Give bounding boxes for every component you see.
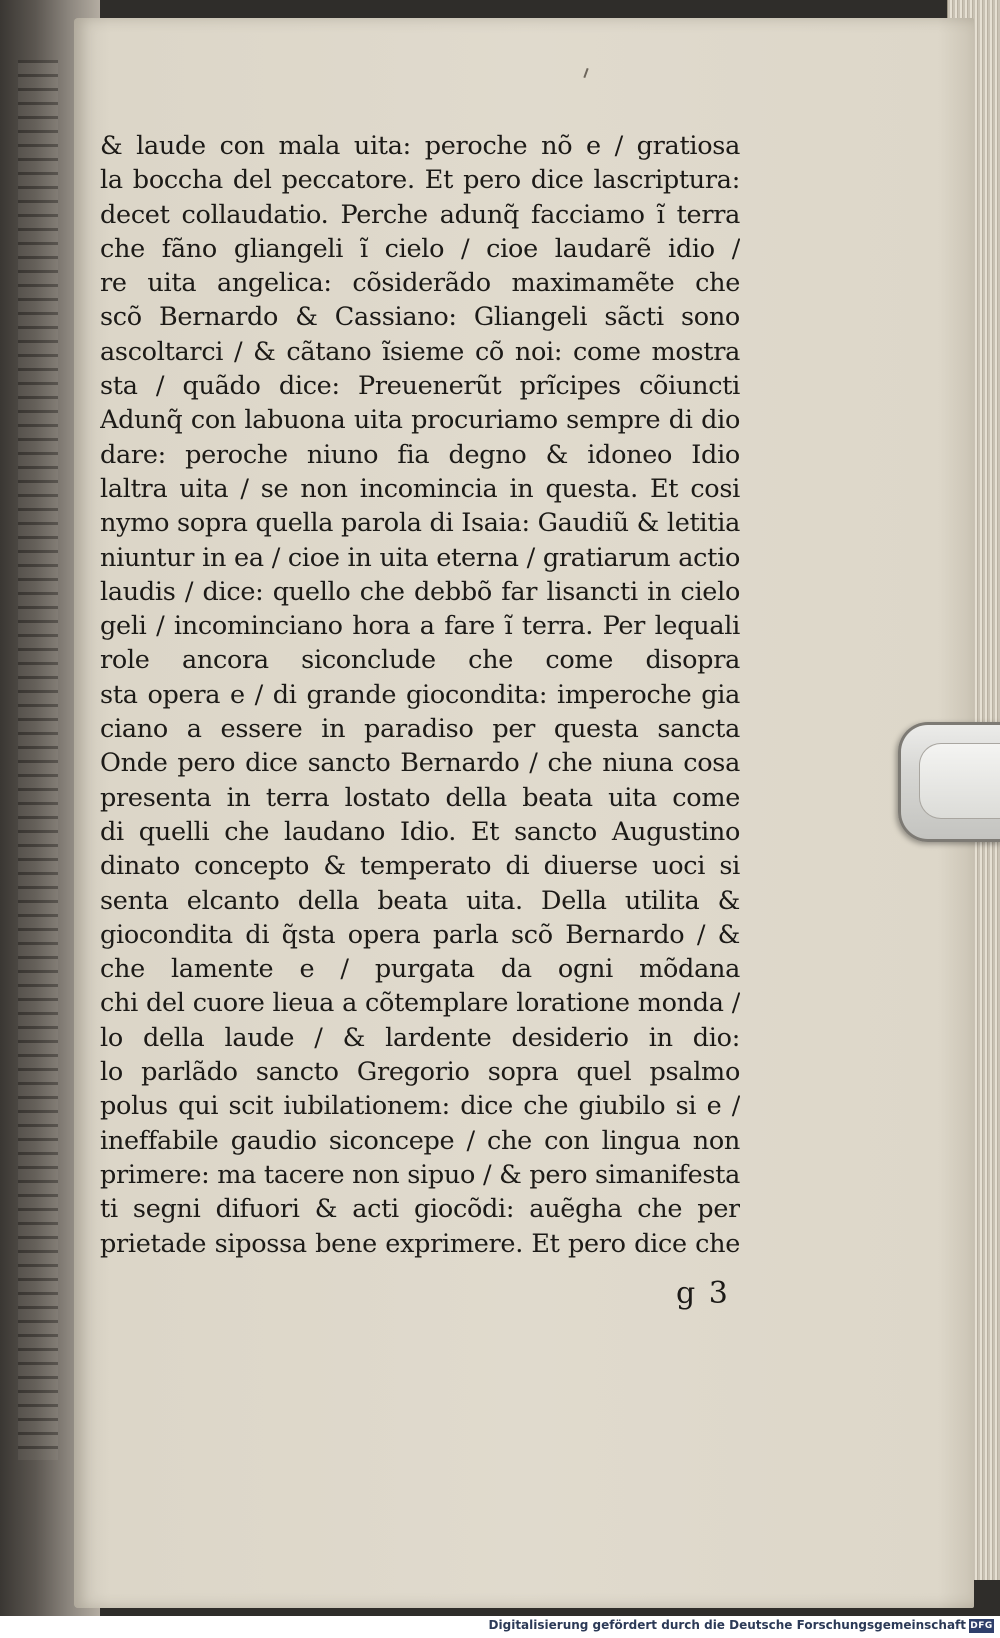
text-line: ascoltarci / & cãtano ĩsieme cõ noi: come mostra: [100, 336, 740, 367]
text-line: sta opera e / di grande giocondita: imperoche gia: [100, 679, 740, 710]
text-line: di quelli che laudano Idio. Et sancto Augustino: [100, 816, 740, 847]
text-line: dinato concepto & temperato di diuerse uoci si: [100, 851, 740, 882]
text-line: ti segni difuori & acti giocõdi: auẽgha che per: [100, 1194, 740, 1225]
text-line: nymo sopra quella parola di Isaia: Gaudiũ & letitia: [100, 508, 740, 539]
text-line: che lamente e / purgata da ogni mõdana: [100, 954, 740, 985]
text-line: la boccha del peccatore. Et pero dice lascriptura:: [100, 165, 740, 196]
text-line: & laude con mala uita: peroche nõ e / gratiosa: [100, 131, 740, 161]
adjacent-page-edge: [18, 60, 58, 1460]
text-line: laudis / dice: quello che debbõ far lisancti in cielo: [100, 576, 740, 607]
text-line: sta / quãdo dice: Preuenerũt prĩcipes cõiuncti: [100, 371, 740, 402]
text-line: laltra uita / se non incomincia in questa. Et cosi: [100, 473, 740, 504]
text-line: lo parlãdo sancto Gregorio sopra quel psalmo: [100, 1057, 740, 1088]
text-line: chi del cuore lieua a cõtemplare loratione monda /: [100, 988, 740, 1019]
text-line: Onde pero dice sancto Bernardo / che niuna cosa: [100, 748, 740, 779]
pencil-mark: [583, 68, 588, 78]
text-line: Adunq̃ con labuona uita procuriamo sempre di dio: [100, 405, 740, 436]
text-line: ciano a essere in paradiso per questa sancta: [100, 714, 740, 745]
page-clip: [898, 722, 1000, 842]
text-line: dare: peroche niuno fia degno & idoneo Idio: [100, 439, 740, 470]
text-line: giocondita di q̃sta opera parla scõ Bernardo / &: [100, 919, 740, 950]
text-line: senta elcanto della beata uita. Della utilita &: [100, 885, 740, 916]
text-line: re uita angelica: cõsiderãdo maximamẽte che: [100, 268, 740, 299]
footer-bar: [0, 1616, 1000, 1638]
page-text: [100, 129, 740, 1261]
text-line: polus qui scit iubilationem: dice che giubilo si e /: [100, 1091, 740, 1122]
signature-mark: g 3: [676, 1276, 730, 1311]
text-line: ineffabile gaudio siconcepe / che con lingua non: [100, 1125, 740, 1156]
text-line: presenta in terra lostato della beata uita come: [100, 782, 740, 813]
text-line: che fãno gliangeli ĩ cielo / cioe laudarẽ idio /: [100, 233, 740, 264]
dfg-logo-icon: DFG: [970, 1621, 993, 1631]
text-line: role ancora siconclude che come disopra: [100, 645, 740, 676]
funding-credit: Digitalisierung gefördert durch die Deutsche Forschungsgemeinschaft: [488, 1618, 966, 1632]
text-line: niuntur in ea / cioe in uita eterna / gratiarum actio: [100, 542, 740, 573]
text-line: lo della laude / & lardente desiderio in dio:: [100, 1022, 740, 1053]
text-line: scõ Bernardo & Cassiano: Gliangeli sãcti sono: [100, 302, 740, 333]
text-line: geli / incominciano hora a fare ĩ terra. Per lequali: [100, 611, 740, 642]
text-line: prietade sipossa bene exprimere. Et pero dice che: [100, 1228, 740, 1259]
page-clip-inner: [919, 743, 1000, 819]
text-line: primere: ma tacere non sipuo / & pero simanifesta: [100, 1159, 740, 1190]
text-line: decet collaudatio. Perche adunq̃ facciamo ĩ terra: [100, 199, 740, 230]
